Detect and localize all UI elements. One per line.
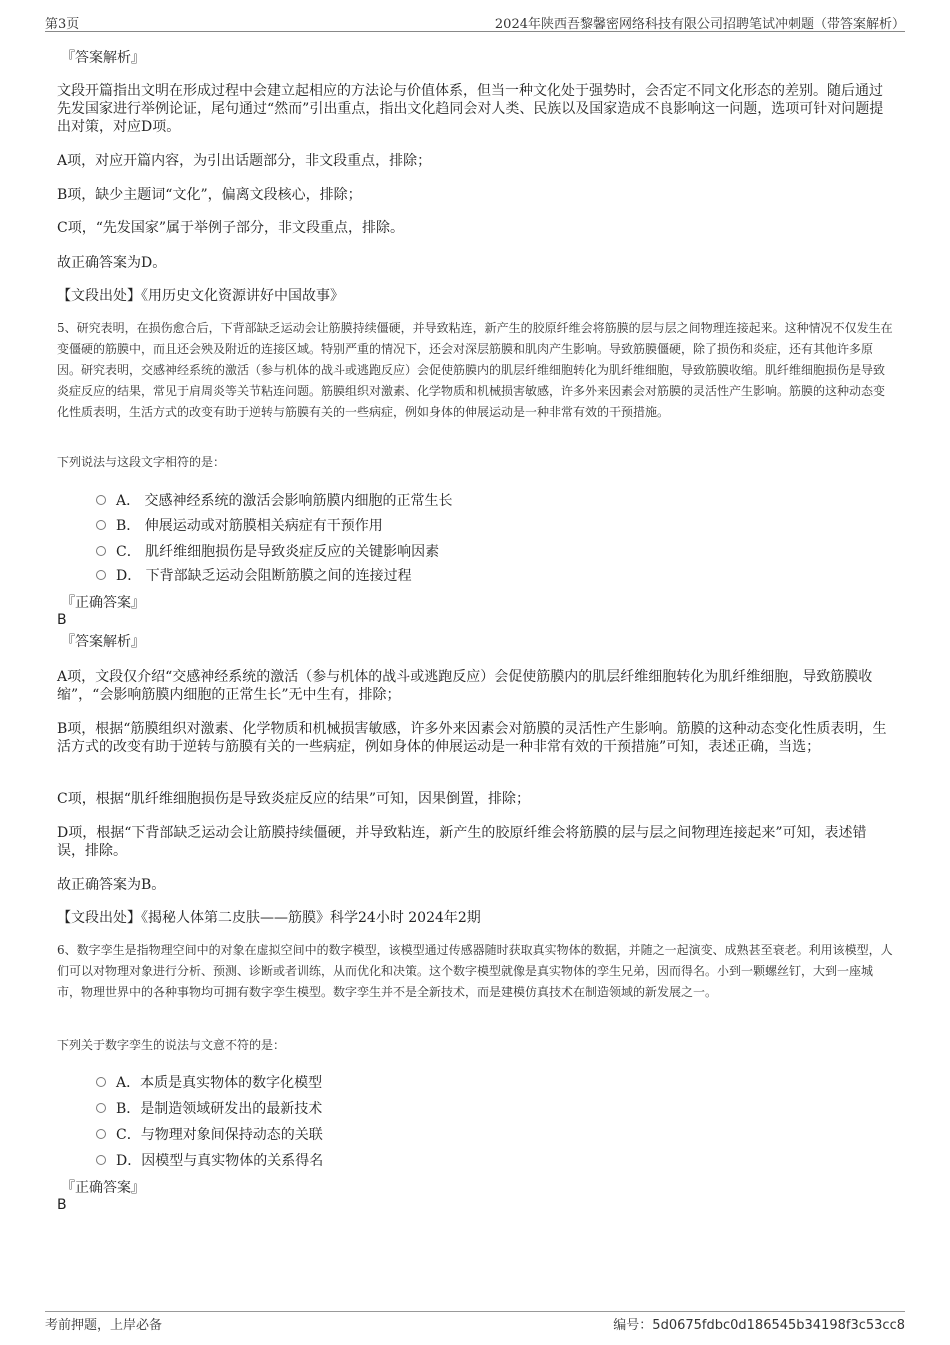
q4-analysis-b: B项，缺少主题词“文化”，偏离文段核心，排除；: [57, 187, 362, 203]
option-label: B． 伸展运动或对筋膜相关病症有干预作用: [116, 518, 383, 534]
document-title: 2024年陕西吾黎馨密网络科技有限公司招聘笔试冲刺题（带答案解析）: [494, 17, 905, 32]
q6-option-b[interactable]: [96, 1098, 322, 1118]
option-label: D．因模型与真实物体的关系得名: [116, 1153, 324, 1169]
q5-option-a[interactable]: [96, 490, 453, 510]
radio-icon[interactable]: [96, 1103, 106, 1113]
radio-icon[interactable]: [96, 546, 106, 556]
q4-analysis-a: A项，对应开篇内容，为引出话题部分，非文段重点，排除；: [57, 153, 432, 169]
q4-analysis-intro: 文段开篇指出文明在形成过程中会建立起相应的方法论与价值体系，但当一种文化处于强势时，会否定不同文化形态的差别。随后通过先发国家进行举例论证，尾句通过“然而”引出重点，指出文化趋同会对人类、民族以及国家造成不良影响这一问题，选项可针对问题提出对策，对应D项。: [57, 83, 884, 135]
q6-option-d[interactable]: [96, 1150, 323, 1170]
q5-option-c[interactable]: [96, 541, 439, 561]
q6-prompt: 下列关于数字孪生的说法与文意不符的是：: [57, 1038, 286, 1052]
q6-answer-label: 『正确答案』: [61, 1180, 145, 1196]
radio-icon[interactable]: [96, 1155, 106, 1165]
option-label: D． 下背部缺乏运动会阻断筋膜之间的连接过程: [116, 568, 412, 584]
option-label: A． 交感神经系统的激活会影响筋膜内细胞的正常生长: [116, 493, 453, 509]
q5-passage: 5、研究表明，在损伤愈合后，下背部缺乏运动会让筋膜持续僵硬，并导致粘连，新产生的胶原纤维会将筋膜的层与层之间物理连接起来。这种情况不仅发生在变僵硬的筋膜中，而且还会殃及附近的连接区域。特别严重的情况下，还会对深层筋膜和肌肉产生影响。导致筋膜僵硬，除了损伤和炎症，还有其他许多原因。研究表明，交感神经系统的激活（参与机体的战斗或逃跑反应）会促使筋膜内的肌层纤维细胞转化为肌纤维细胞，导致筋膜收缩。肌纤维细胞损伤是导致炎症反应的结果，常见于肩周炎等关节粘连问题。筋膜组织对激素、化学物质和机械损害敏感，许多外来因素会对筋膜的灵活性产生影响。筋膜的这种动态变化性质表明，生活方式的改变有助于逆转与筋膜有关的一些病症，例如身体的伸展运动是一种非常有效的干预措施。: [57, 321, 893, 419]
radio-icon[interactable]: [96, 1129, 106, 1139]
footer-slogan: 考前押题，上岸必备: [45, 1318, 163, 1333]
radio-icon[interactable]: [96, 570, 106, 580]
q5-option-d[interactable]: [96, 565, 412, 585]
footer-code: [613, 1314, 905, 1333]
q5-analysis-b: B项，根据“筋膜组织对激素、化学物质和机械损害敏感，许多外来因素会对筋膜的灵活性产生影响。筋膜的这种动态变化性质表明，生活方式的改变有助于逆转与筋膜有关的一些病症，例如身体的伸展运动是一种非常有效的干预措施”可知，表述正确，当选；: [57, 721, 887, 755]
q4-analysis-label: 『答案解析』: [61, 50, 145, 66]
footer-code-label: 编号：: [613, 1318, 653, 1333]
option-label: B．是制造领域研发出的最新技术: [116, 1101, 323, 1117]
q4-source: 【文段出处】《用历史文化资源讲好中国故事》: [57, 288, 344, 304]
q6-answer: B: [57, 1197, 67, 1213]
q5-analysis-d: D项，根据“下背部缺乏运动会让筋膜持续僵硬，并导致粘连，新产生的胶原纤维会将筋膜的层与层之间物理连接起来”可知，表述错误，排除。: [57, 825, 867, 859]
q5-analysis-label: 『答案解析』: [61, 634, 145, 650]
footer-divider: [45, 1311, 905, 1312]
q6-option-c[interactable]: [96, 1124, 323, 1144]
q4-analysis-c: C项，“先发国家”属于举例子部分，非文段重点，排除。: [57, 220, 405, 236]
q6-option-a[interactable]: [96, 1072, 322, 1092]
header-divider: [45, 31, 905, 32]
option-label: C．与物理对象间保持动态的关联: [116, 1127, 323, 1143]
option-label: A．本质是真实物体的数字化模型: [116, 1075, 323, 1091]
radio-icon[interactable]: [96, 520, 106, 530]
page-number: 第3页: [45, 17, 80, 32]
q6-passage: 6、数字孪生是指物理空间中的对象在虚拟空间中的数字模型，该模型通过传感器随时获取真实物体的数据，并随之一起演变、成熟甚至衰老。利用该模型，人们可以对物理对象进行分析、预测、诊断或者训练，从而优化和决策。这个数字模型就像是真实物体的孪生兄弟，因而得名。小到一颗螺丝钉，大到一座城市，物理世界中的各种事物均可拥有数字孪生模型。数字孪生并不是全新技术，而是建模仿真技术在制造领域的新发展之一。: [57, 943, 893, 999]
radio-icon[interactable]: [96, 1077, 106, 1087]
q5-conclusion: 故正确答案为B。: [57, 877, 166, 893]
q5-answer-label: 『正确答案』: [61, 595, 145, 611]
q5-analysis-a: A项，文段仅介绍“交感神经系统的激活（参与机体的战斗或逃跑反应）会促使筋膜内的肌层纤维细胞转化为肌纤维细胞，导致筋膜收缩”，“会影响筋膜内细胞的正常生长”无中生有，排除；: [57, 669, 873, 703]
option-label: C． 肌纤维细胞损伤是导致炎症反应的关键影响因素: [116, 544, 440, 560]
q5-source: 【文段出处】《揭秘人体第二皮肤——筋膜》科学24小时 2024年2期: [57, 910, 481, 926]
q5-prompt: 下列说法与这段文字相符的是：: [57, 455, 226, 469]
q4-conclusion: 故正确答案为D。: [57, 255, 167, 271]
q5-analysis-c: C项，根据“肌纤维细胞损伤是导致炎症反应的结果”可知，因果倒置，排除；: [57, 791, 531, 807]
q5-option-b[interactable]: [96, 515, 383, 535]
radio-icon[interactable]: [96, 495, 106, 505]
q5-answer: B: [57, 612, 67, 628]
footer-code-value: 5d0675fdbc0d186545b34198f3c53cc8: [652, 1318, 905, 1333]
